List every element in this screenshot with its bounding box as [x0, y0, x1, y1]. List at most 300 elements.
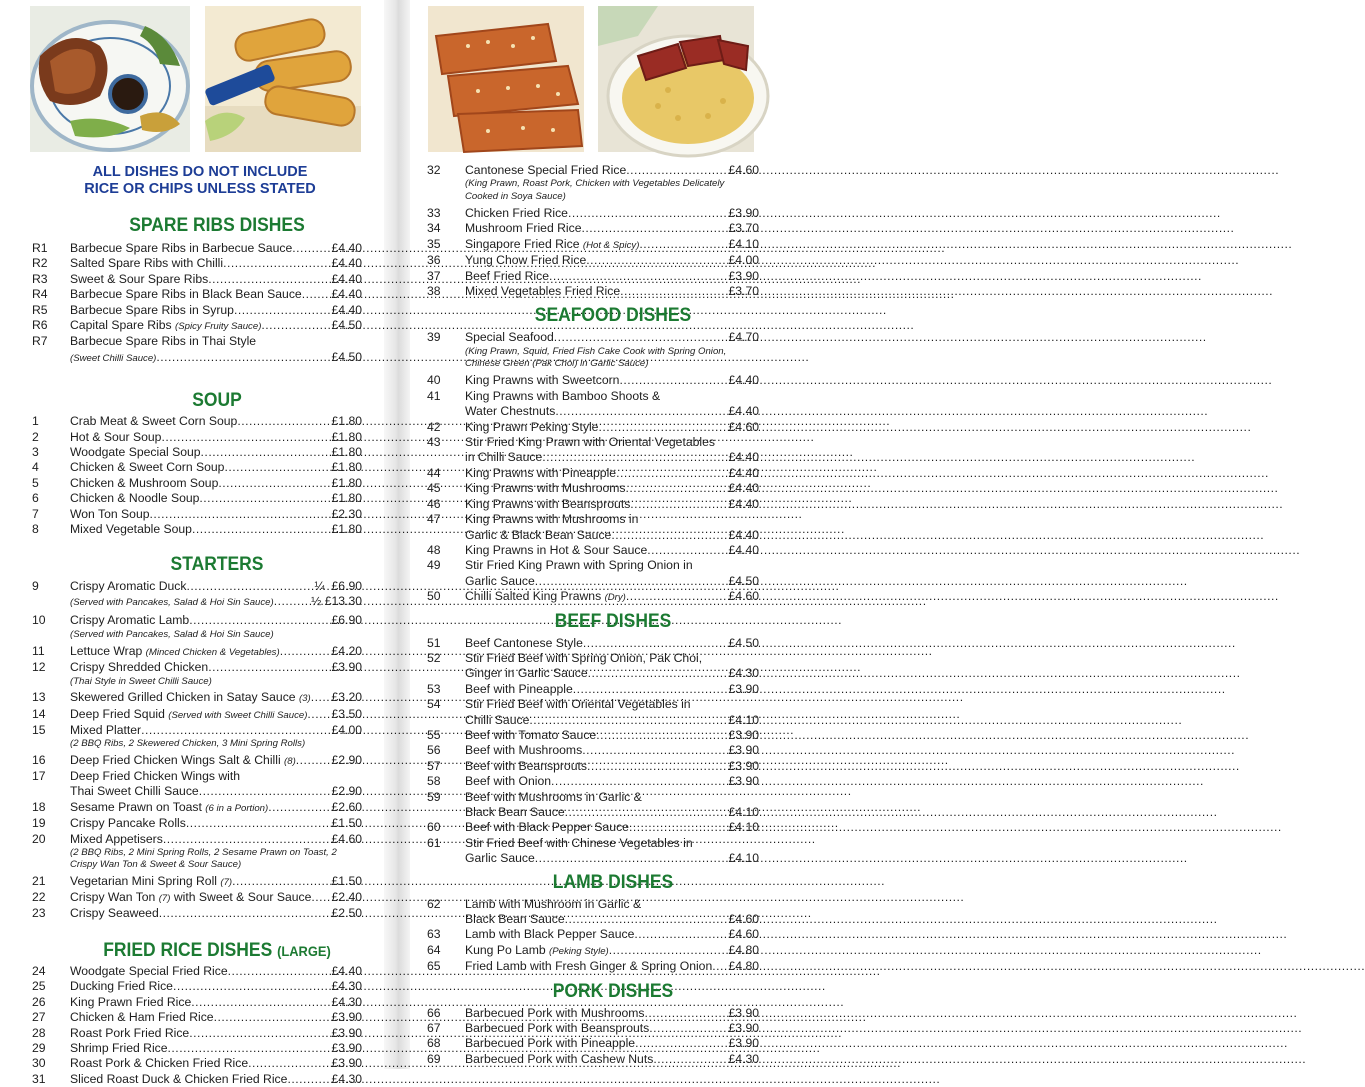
item-price: £3.90: [728, 758, 759, 773]
item-number: 34: [427, 221, 441, 236]
menu-item: [427, 943, 759, 959]
item-name: Hot & Sour Soup: [70, 429, 162, 444]
item-name: Chilli Salted King Prawns: [465, 589, 602, 604]
item-number: 5: [32, 475, 39, 490]
rice-notice: [30, 164, 370, 198]
item-number: 44: [427, 465, 441, 480]
section-title-seafood: SEAFOOD DISHES: [534, 305, 692, 327]
item-price: £4.40: [728, 373, 759, 388]
item-note: (Hot & Spicy): [582, 239, 640, 251]
item-number: 24: [32, 963, 46, 978]
item-name: Roast Pork Fried Rice: [70, 1025, 190, 1040]
item-name: King Prawn Fried Rice: [70, 994, 192, 1009]
item-note: (7): [220, 876, 233, 888]
menu-item: [32, 522, 362, 537]
pork-list: [427, 1006, 759, 1068]
item-name: Kung Po Lamb: [465, 942, 546, 957]
item-note: (Dry): [604, 592, 626, 604]
menu-item: [32, 579, 362, 594]
item-name: Deep Fried Chicken Wings Salt & Chilli: [70, 752, 281, 767]
item-name: King Prawns with Beansprouts: [465, 496, 631, 511]
item-number: 67: [427, 1021, 441, 1036]
fried-rice-continued-list: [427, 163, 759, 299]
item-number: 56: [427, 743, 441, 758]
seafood-list: [427, 330, 759, 605]
item-name: Barbecued Pork with Beansprouts: [465, 1021, 650, 1036]
item-price: £4.40: [728, 481, 759, 496]
menu-item: [32, 874, 362, 890]
item-number: 48: [427, 542, 441, 557]
menu-item: [32, 769, 362, 784]
item-name: Crispy Seaweed: [70, 906, 159, 921]
item-price: £3.20: [331, 690, 362, 705]
item-price: £3.90: [728, 1005, 759, 1020]
menu-item: [427, 237, 759, 253]
starters-list: [32, 579, 362, 922]
menu-item: [427, 651, 759, 666]
menu-item-continued: [427, 912, 759, 927]
item-number: 60: [427, 820, 441, 835]
menu-item: [32, 303, 362, 318]
item-price: £4.10: [728, 851, 759, 866]
item-name: Stir Fried Beef with Spring Onion, Pak Choi,: [465, 650, 703, 665]
item-price: £6.90: [331, 578, 362, 593]
menu-item: [427, 466, 759, 481]
item-name-line2: Garlic & Black Bean Sauce: [465, 527, 612, 542]
menu-item: [32, 707, 362, 723]
menu-item: [32, 800, 362, 816]
item-price: £3.90: [728, 774, 759, 789]
item-number: R6: [32, 318, 48, 333]
item-number: 43: [427, 435, 441, 450]
item-price: £3.90: [728, 681, 759, 696]
item-name: Mixed Appetisers: [70, 831, 163, 846]
menu-item: [427, 589, 759, 605]
item-note: (Sweet Chilli Sauce): [70, 352, 157, 364]
menu-item: [427, 682, 759, 697]
item-price: £3.90: [331, 660, 362, 675]
item-price: £1.80: [331, 414, 362, 429]
menu-item: [427, 253, 759, 268]
menu-item: [32, 979, 362, 994]
item-price: £4.50: [331, 318, 362, 333]
item-number: 51: [427, 635, 441, 650]
item-name: Barbecue Spare Ribs in Thai Style: [70, 334, 257, 349]
item-price: £3.90: [728, 727, 759, 742]
item-price: £3.90: [728, 206, 759, 220]
item-number: R3: [32, 271, 48, 286]
item-price: £3.90: [728, 1021, 759, 1036]
menu-item: [32, 1026, 362, 1041]
item-note: (Served with Pancakes, Salad & Hoi Sin Sauce): [70, 596, 274, 608]
menu-item: [427, 1021, 759, 1036]
item-number: 37: [427, 268, 441, 283]
item-number: 14: [32, 706, 46, 721]
item-name: Barbecued Pork with Cashew Nuts: [465, 1051, 654, 1066]
item-price: £4.80: [728, 942, 759, 957]
item-price: £3.90: [331, 1056, 362, 1071]
item-number: 57: [427, 758, 441, 773]
menu-item: [427, 330, 759, 345]
item-number: 69: [427, 1051, 441, 1066]
item-number: 3: [32, 445, 39, 460]
item-name: Beef with Tomato Sauce: [465, 727, 597, 742]
menu-item: [427, 435, 759, 450]
item-name: King Prawns with Bamboo Shoots &: [465, 388, 661, 403]
item-name: Vegetarian Mini Spring Roll: [70, 873, 218, 888]
item-number: 39: [427, 330, 441, 345]
item-price: £4.10: [728, 820, 759, 835]
item-name: Roast Pork & Chicken Fried Rice: [70, 1056, 249, 1071]
menu-item: [427, 774, 759, 789]
item-name: Beef with Pineapple: [465, 681, 573, 696]
item-name: Lettuce Wrap: [70, 644, 143, 659]
menu-item: [427, 163, 759, 178]
menu-item: [427, 543, 759, 558]
item-number: 33: [427, 206, 441, 220]
item-number: 20: [32, 831, 46, 846]
item-name: King Prawn Peking Style: [465, 419, 599, 434]
item-number: 18: [32, 799, 46, 814]
item-description: (Served with Pancakes, Salad & Hoi Sin Sauce): [70, 628, 274, 640]
item-number: 6: [32, 491, 39, 506]
item-number: 16: [32, 752, 46, 767]
item-number: 31: [32, 1071, 46, 1086]
item-name: Deep Fried Chicken Wings with: [70, 769, 241, 784]
item-note: (Minced Chicken & Vegetables): [145, 647, 280, 659]
item-name: Chicken & Mushroom Soup: [70, 475, 219, 490]
item-number: 2: [32, 429, 39, 444]
item-name: Stir Fried King Prawn with Oriental Vegetables: [465, 435, 715, 450]
section-title-suffix: (LARGE): [277, 942, 331, 959]
beef-list: [427, 636, 759, 867]
item-name: Beef with Mushrooms in Garlic &: [465, 789, 642, 804]
menu-item: [32, 723, 362, 738]
item-price: £4.60: [331, 831, 362, 846]
item-name: Barbecued Pork with Mushrooms: [465, 1005, 645, 1020]
item-price: £4.40: [331, 302, 362, 317]
item-number: R7: [32, 334, 48, 349]
item-number: 26: [32, 994, 46, 1009]
item-name: Crispy Pancake Rolls: [70, 816, 186, 831]
item-number: 68: [427, 1036, 441, 1051]
menu-item: [427, 221, 759, 236]
item-price: £4.70: [728, 330, 759, 345]
section-title-starters: STARTERS: [170, 553, 264, 575]
item-name-cont: with Sweet & Sour Sauce: [173, 890, 312, 905]
item-name-line2: Chilli Sauce: [465, 712, 530, 727]
item-name: Deep Fried Squid: [70, 706, 165, 721]
menu-item: [32, 906, 362, 921]
item-name: Beef with Beansprouts: [465, 758, 587, 773]
item-number: 19: [32, 816, 46, 831]
item-name-line2: Garlic Sauce: [465, 573, 535, 588]
item-name: Lamb with Black Pepper Sauce: [465, 927, 635, 942]
notice-line-1: ALL DISHES DO NOT INCLUDE: [92, 164, 308, 180]
item-price: £3.90: [331, 1025, 362, 1040]
item-price: £4.30: [331, 994, 362, 1009]
item-name: Stir Fried Beef with Oriental Vegetables in: [465, 697, 691, 712]
menu-item-continued: [427, 851, 759, 866]
item-name: Beef with Black Pepper Sauce: [465, 820, 629, 835]
item-number: 62: [427, 896, 441, 911]
item-name: Stir Fried King Prawn with Spring Onion in: [465, 558, 693, 573]
item-price: £1.80: [331, 460, 362, 475]
item-number: 59: [427, 789, 441, 804]
item-name: Ducking Fried Rice: [70, 979, 173, 994]
item-name: King Prawns with Sweetcorn: [465, 373, 620, 388]
item-price: £1.80: [331, 445, 362, 460]
item-price: £4.40: [728, 404, 759, 419]
item-name: Sesame Prawn on Toast: [70, 799, 202, 814]
fried-rice-list: [32, 964, 362, 1087]
spring-rolls-photo: [205, 6, 361, 152]
item-name: Sweet & Sour Spare Ribs: [70, 271, 209, 286]
item-description: (Thai Style in Sweet Chilli Sauce): [70, 675, 212, 687]
item-name: Singapore Fried Rice: [465, 236, 580, 251]
item-number: 17: [32, 769, 46, 784]
menu-item: [32, 832, 362, 847]
item-name: Won Ton Soup: [70, 506, 150, 521]
item-number: 11: [32, 644, 45, 659]
item-number: 25: [32, 979, 46, 994]
item-name: Chicken & Noodle Soup: [70, 491, 200, 506]
item-price: £3.90: [331, 1040, 362, 1055]
item-price: £4.40: [728, 465, 759, 480]
item-price: £4.40: [331, 963, 362, 978]
item-number: 38: [427, 284, 441, 299]
menu-item: [32, 445, 362, 460]
item-note: (6 in a Portion): [205, 802, 269, 814]
item-price: £4.30: [728, 666, 759, 681]
item-number: 1: [32, 414, 39, 429]
item-name: Special Seafood: [465, 330, 554, 345]
item-name: King Prawns with Pineapple: [465, 465, 617, 480]
item-number: 40: [427, 373, 441, 388]
item-name-line2: Ginger in Garlic Sauce: [465, 666, 588, 681]
menu-item: [32, 1010, 362, 1025]
item-name: Capital Spare Ribs: [70, 318, 172, 333]
item-price: £1.50: [331, 873, 362, 888]
lamb-list: [427, 897, 759, 975]
item-name-line2: Water Chestnuts: [465, 404, 556, 419]
item-price: £4.40: [331, 241, 362, 255]
item-number: 7: [32, 506, 39, 521]
item-number: 32: [427, 163, 441, 177]
menu-item: [427, 897, 759, 912]
item-price: £4.60: [728, 912, 759, 927]
menu-item-continued: [32, 594, 362, 610]
item-name: Chicken Fried Rice: [465, 206, 568, 220]
item-price: £4.00: [728, 253, 759, 268]
menu-item: [427, 1006, 759, 1021]
menu-item: [427, 269, 759, 284]
menu-item: [32, 241, 362, 256]
item-price: £6.90: [331, 613, 362, 628]
item-price: £4.40: [728, 527, 759, 542]
menu-item: [32, 287, 362, 302]
item-name: Crispy Aromatic Lamb: [70, 613, 190, 628]
item-name: Stir Fried Beef with Chinese Vegetables in: [465, 835, 693, 850]
item-name: Skewered Grilled Chicken in Satay Sauce: [70, 690, 296, 705]
item-price: £4.40: [331, 271, 362, 286]
item-price: £4.60: [728, 927, 759, 942]
item-price: £4.40: [728, 496, 759, 511]
menu-item: [32, 964, 362, 979]
crispy-duck-photo: [30, 6, 190, 152]
item-name: Mixed Vegetable Soup: [70, 522, 192, 537]
item-price: £4.20: [331, 644, 362, 659]
item-name: Cantonese Special Fried Rice: [465, 163, 627, 177]
menu-item: [427, 743, 759, 758]
item-description: (2 BBQ Ribs, 2 Mini Spring Rolls, 2 Sesame Prawn on Toast, 2 Crispy Wan Ton & Sweet & Sour Sauce): [70, 847, 337, 871]
soup-list: [32, 414, 362, 537]
item-name: Barbecue Spare Ribs in Barbecue Sauce: [70, 241, 293, 255]
item-name: King Prawns in Hot & Sour Sauce: [465, 542, 648, 557]
menu-item: [32, 644, 362, 660]
menu-item: [427, 1052, 759, 1067]
item-price: £13.30: [324, 593, 362, 608]
item-price: £3.70: [728, 284, 759, 299]
item-price: £4.60: [728, 163, 759, 177]
menu-item: [427, 927, 759, 942]
item-price: £4.50: [728, 573, 759, 588]
sesame-prawn-toast-photo: [428, 6, 584, 152]
item-number: R4: [32, 287, 48, 302]
item-number: 66: [427, 1005, 441, 1020]
item-number: 42: [427, 419, 441, 434]
menu-item: [427, 512, 759, 527]
menu-item: [32, 690, 362, 706]
section-title-beef: BEEF DISHES: [554, 610, 672, 632]
item-name: Salted Spare Ribs with Chilli: [70, 256, 224, 271]
item-number: 47: [427, 512, 441, 527]
item-number: 52: [427, 650, 441, 665]
item-price: £2.90: [331, 752, 362, 767]
menu-item: [427, 728, 759, 743]
item-name: Crispy Aromatic Duck: [70, 578, 187, 593]
item-price: £4.60: [728, 419, 759, 434]
menu-item-continued: [427, 450, 759, 465]
menu-item-continued: [427, 574, 759, 589]
item-number: 46: [427, 496, 441, 511]
item-number: 23: [32, 906, 46, 921]
menu-item-continued: [427, 404, 759, 419]
item-number: 9: [32, 578, 39, 593]
item-name: King Prawns with Mushrooms in: [465, 512, 639, 527]
item-number: 65: [427, 959, 441, 974]
menu-item: [427, 820, 759, 835]
item-price: £2.50: [331, 906, 362, 921]
item-price: £3.90: [728, 1036, 759, 1051]
item-number: R5: [32, 302, 48, 317]
item-number: 45: [427, 481, 441, 496]
menu-item: [427, 759, 759, 774]
item-number: 55: [427, 727, 441, 742]
item-name: Barbecue Spare Ribs in Black Bean Sauce: [70, 287, 302, 302]
menu-item: [32, 816, 362, 831]
menu-item: [427, 558, 759, 573]
menu-item-continued: [427, 666, 759, 681]
item-name: Mixed Platter: [70, 722, 142, 737]
item-price: £1.80: [331, 429, 362, 444]
menu-item: [32, 430, 362, 445]
item-description: (King Prawn, Roast Pork, Chicken with Vegetables Delicately Cooked in Soya Sauce): [465, 178, 725, 202]
item-name: Crab Meat & Sweet Corn Soup: [70, 414, 238, 429]
menu-item: [427, 697, 759, 712]
item-price: £4.40: [728, 450, 759, 465]
section-title-text: FRIED RICE DISHES: [103, 939, 273, 961]
item-price: £2.30: [331, 506, 362, 521]
menu-item: [32, 753, 362, 769]
item-price: £4.40: [331, 256, 362, 271]
menu-item-continued: [427, 528, 759, 543]
menu-item: [427, 790, 759, 805]
menu-item: [427, 497, 759, 512]
menu-item: [32, 1072, 362, 1087]
item-price: £4.50: [728, 635, 759, 650]
menu-item: [32, 995, 362, 1010]
item-number: 35: [427, 236, 441, 251]
menu-item: [32, 476, 362, 491]
item-price: £4.50: [331, 349, 362, 364]
item-number: 64: [427, 942, 441, 957]
item-price: £4.40: [728, 542, 759, 557]
menu-item: [427, 959, 759, 974]
item-price: £4.30: [728, 1051, 759, 1066]
item-name: Chicken & Sweet Corn Soup: [70, 460, 225, 475]
item-name: Lamb with Mushroom in Garlic &: [465, 896, 642, 911]
item-note: (Spicy Fruity Sauce): [175, 321, 262, 333]
menu-item: [32, 272, 362, 287]
item-number: 28: [32, 1025, 46, 1040]
menu-item: [427, 836, 759, 851]
item-number: 12: [32, 660, 46, 675]
item-price: £4.40: [331, 287, 362, 302]
menu-item: [32, 613, 362, 628]
item-note: (8): [284, 755, 296, 767]
roast-pork-fried-rice-photo: [598, 6, 754, 152]
menu-item: [32, 460, 362, 475]
menu-item: [427, 373, 759, 388]
item-name: Sliced Roast Duck & Chicken Fried Rice: [70, 1071, 288, 1086]
item-name: Fried Lamb with Fresh Ginger & Spring Onion: [465, 959, 713, 974]
item-price: £4.30: [331, 979, 362, 994]
item-number: 53: [427, 681, 441, 696]
menu-item: [427, 636, 759, 651]
portion-quarter: ¼: [314, 578, 325, 593]
item-description: (2 BBQ Ribs, 2 Skewered Chicken, 3 Mini Spring Rolls): [70, 738, 306, 750]
item-number: R1: [32, 241, 48, 255]
item-note: (Served with Sweet Chilli Sauce): [168, 709, 308, 721]
item-number: 30: [32, 1056, 46, 1071]
item-number: 13: [32, 690, 46, 705]
menu-item: [32, 660, 362, 675]
portion-half: ½: [311, 593, 322, 608]
menu-item: [427, 389, 759, 404]
menu-item: [427, 206, 759, 221]
item-name: Beef Fried Rice: [465, 268, 549, 283]
item-price: £3.90: [331, 1010, 362, 1025]
item-name: Beef Cantonese Style: [465, 635, 583, 650]
item-number: 50: [427, 589, 441, 604]
item-name: Crispy Shredded Chicken: [70, 660, 209, 675]
item-name: Woodgate Special Soup: [70, 445, 201, 460]
item-price: £4.00: [331, 722, 362, 737]
item-number: 21: [32, 873, 46, 888]
item-name-line2: Thai Sweet Chilli Sauce: [70, 784, 199, 799]
section-title-pork: PORK DISHES: [552, 980, 674, 1002]
